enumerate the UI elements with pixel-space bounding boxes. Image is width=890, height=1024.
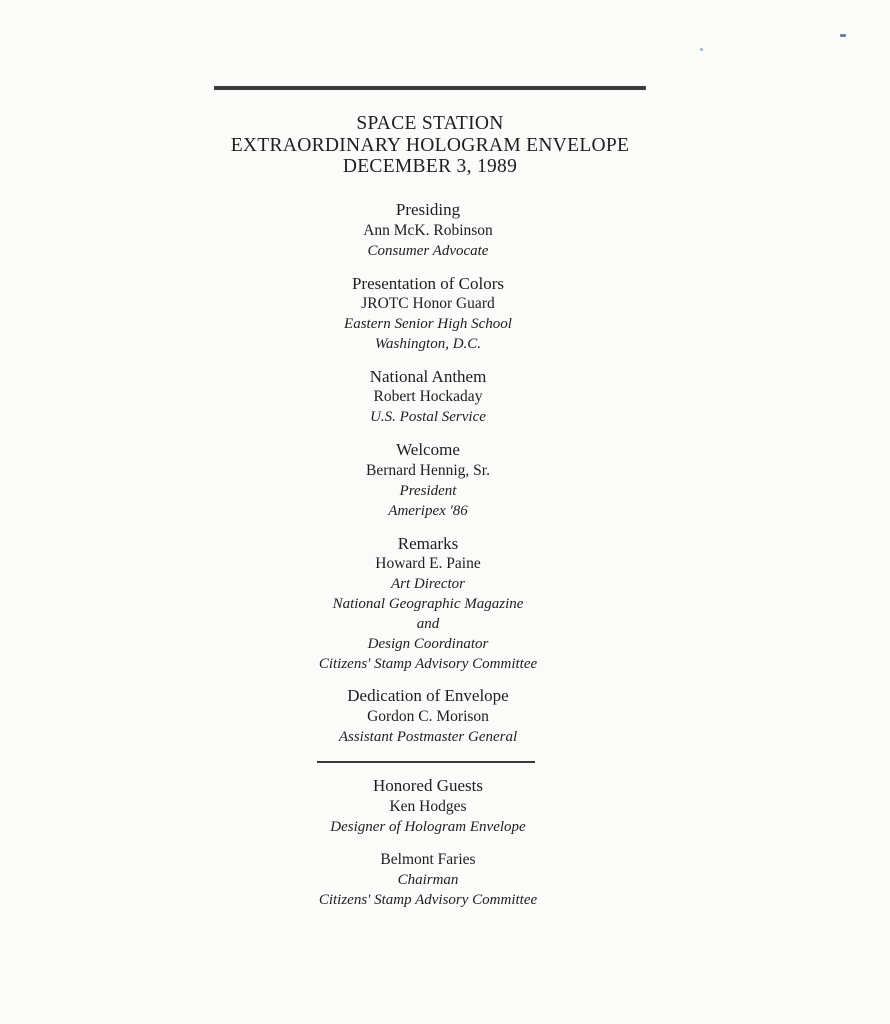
section-heading-presiding: Presiding xyxy=(395,200,461,219)
guest-1-title: Designer of Hologram Envelope xyxy=(330,819,526,835)
top-rule xyxy=(214,86,646,90)
welcome-title: President xyxy=(399,483,457,499)
section-heading-colors: Presentation of Colors xyxy=(351,274,505,293)
section-heading-remarks: Remarks xyxy=(397,534,459,553)
guest-2-title: Chairman xyxy=(397,872,459,888)
presiding-title: Consumer Advocate xyxy=(367,243,489,259)
title-line-3: DECEMBER 3, 1989 xyxy=(342,156,518,177)
welcome-affiliation: Ameripex '86 xyxy=(388,503,468,519)
remarks-affiliation: National Geographic Magazine xyxy=(332,596,524,612)
title-line-2: EXTRAORDINARY HOLOGRAM ENVELOPE xyxy=(230,135,630,156)
section-heading-welcome: Welcome xyxy=(396,440,460,459)
presiding-name: Ann McK. Robinson xyxy=(363,222,493,239)
section-heading-dedication: Dedication of Envelope xyxy=(347,686,509,705)
remarks-title: Art Director xyxy=(390,576,466,592)
remarks-affiliation-2: Citizens' Stamp Advisory Committee xyxy=(318,656,538,672)
remarks-and: and xyxy=(416,616,440,632)
scan-speck xyxy=(700,48,703,51)
remarks-title-2: Design Coordinator xyxy=(367,636,489,652)
scan-speck xyxy=(840,34,846,37)
colors-affiliation: Eastern Senior High School xyxy=(344,316,512,332)
guest-2-name: Belmont Faries xyxy=(380,851,476,868)
remarks-name: Howard E. Paine xyxy=(375,555,481,572)
anthem-name: Robert Hockaday xyxy=(373,388,483,405)
section-heading-guests: Honored Guests xyxy=(372,776,483,795)
dedication-name: Gordon C. Morison xyxy=(367,708,489,725)
guest-1-name: Ken Hodges xyxy=(389,798,467,815)
colors-name: JROTC Honor Guard xyxy=(361,295,495,312)
title-line-1: SPACE STATION xyxy=(356,113,504,134)
divider-rule xyxy=(317,761,535,763)
dedication-title: Assistant Postmaster General xyxy=(338,729,518,745)
guest-2-affiliation: Citizens' Stamp Advisory Committee xyxy=(318,892,538,908)
colors-location: Washington, D.C. xyxy=(374,336,482,352)
welcome-name: Bernard Hennig, Sr. xyxy=(366,462,490,479)
section-heading-anthem: National Anthem xyxy=(369,367,487,386)
anthem-affiliation: U.S. Postal Service xyxy=(370,409,486,425)
